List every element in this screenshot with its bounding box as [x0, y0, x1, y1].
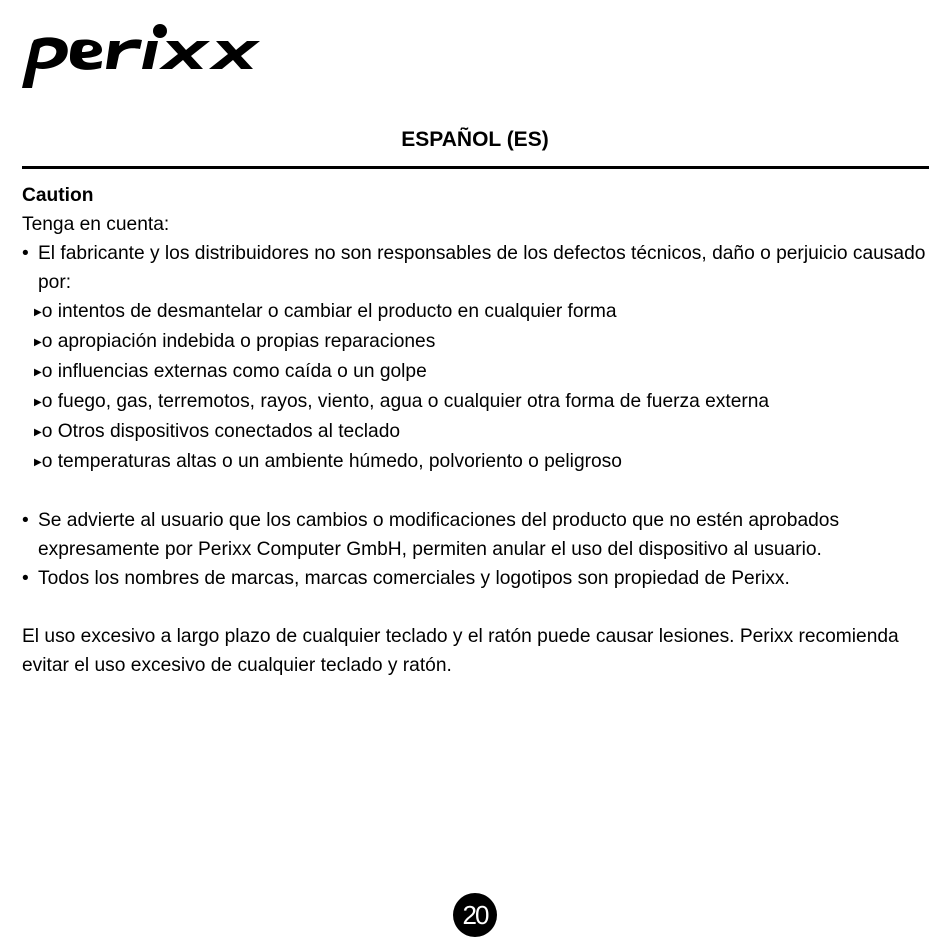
list-item [22, 447, 932, 477]
bullet-modifications [22, 506, 932, 564]
bullet-dot-icon: • [22, 510, 29, 531]
bullet-trademarks-text: Todos los nombres de marcas, marcas comerciales y logotipos son propiedad de Perixx. [38, 568, 790, 589]
list-item [22, 327, 932, 357]
spacer [22, 477, 932, 506]
list-item-text: o intentos de desmantelar o cambiar el producto en cualquier forma [41, 301, 617, 322]
page-number-badge [453, 893, 497, 937]
list-item-text: o apropiación indebida o propias reparaciones [41, 331, 436, 352]
list-item-text: o Otros dispositivos conectados al teclado [41, 421, 401, 442]
list-item [22, 297, 932, 327]
page-number: 20 [462, 900, 488, 930]
list-item-text: o fuego, gas, terremotos, rayos, viento, agua o cualquier otra forma de fuerza externa [41, 391, 770, 412]
triangle-bullet-icon: ▶ [34, 397, 42, 408]
closing-paragraph: El uso excesivo a largo plazo de cualquier teclado y el ratón puede causar lesiones. Perixx recomienda evitar el uso excesivo de cualquier teclado y ratón. [22, 626, 899, 676]
list-item-text: o temperaturas altas o un ambiente húmedo, polvoriento o peligroso [41, 451, 622, 472]
bullet-trademarks [22, 564, 932, 593]
list-item [22, 417, 932, 447]
section-title: ESPAÑOL (ES) [401, 128, 549, 151]
caution-intro: Tenga en cuenta: [22, 214, 170, 235]
triangle-bullet-icon: ▶ [34, 307, 42, 318]
list-item [22, 387, 932, 417]
triangle-bullet-icon: ▶ [34, 367, 42, 378]
bullet-modifications-text: Se advierte al usuario que los cambios o modificaciones del producto que no estén aprobados expresamente por Perixx Computer GmbH, permiten anular el uso del dispositivo al usuario. [38, 510, 840, 560]
bullet-manufacturer-text: El fabricante y los distribuidores no son responsables de los defectos técnicos, daño o perjuicio causado por: [38, 243, 926, 293]
section-heading [22, 128, 928, 152]
spacer [22, 593, 932, 622]
triangle-bullet-icon: ▶ [34, 337, 42, 348]
list-item-text: o influencias externas como caída o un golpe [41, 361, 427, 382]
triangle-bullet-icon: ▶ [34, 427, 42, 438]
caution-section [22, 181, 932, 680]
bullet-dot-icon: • [22, 243, 29, 264]
perixx-logo [20, 18, 270, 94]
caution-heading: Caution [22, 185, 94, 206]
bullet-dot-icon: • [22, 568, 29, 589]
triangle-bullet-icon: ▶ [34, 457, 42, 468]
heading-divider [22, 166, 929, 169]
bullet-manufacturer [22, 239, 932, 297]
list-item [22, 357, 932, 387]
perixx-logo-graphic [20, 18, 270, 94]
